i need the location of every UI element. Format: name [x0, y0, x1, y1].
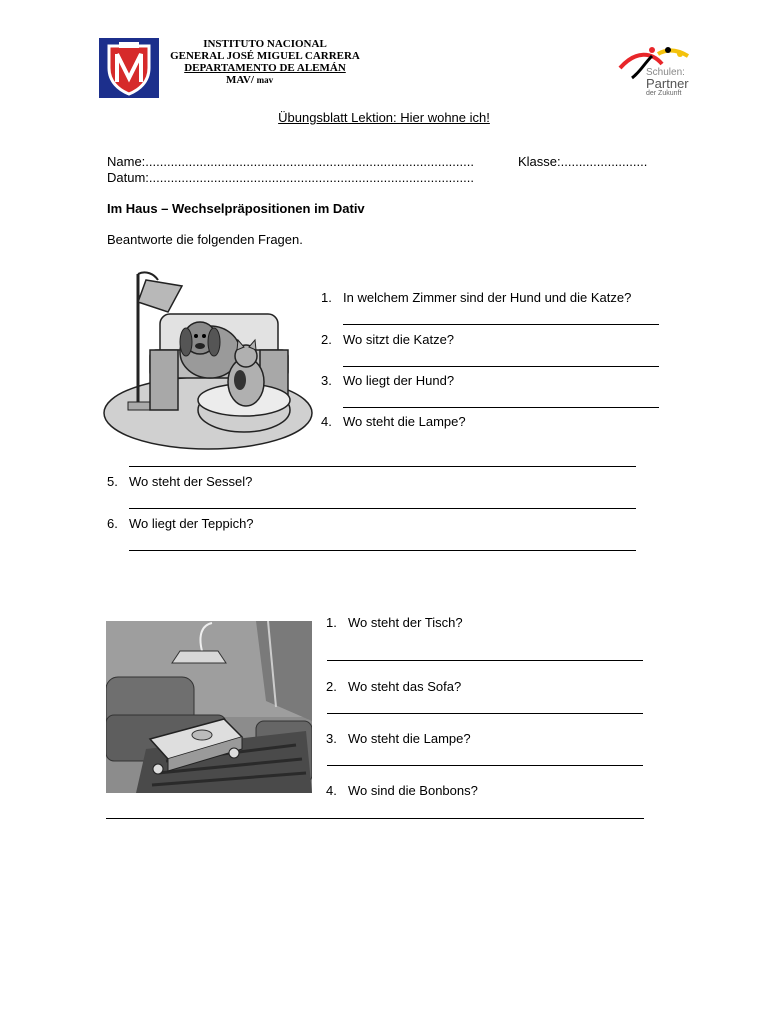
section-heading: Im Haus – Wechselpräpositionen im Dativ — [107, 201, 365, 216]
mav-label: MAV/ mav — [226, 74, 274, 86]
block2-answer-line-3[interactable] — [327, 765, 643, 766]
school-name-line1: INSTITUTO NACIONAL — [203, 38, 327, 50]
department-name: DEPARTAMENTO DE ALEMÁN — [184, 62, 346, 74]
block1-question-1: 1. In welchem Zimmer sind der Hund und die Katze? — [321, 290, 632, 305]
block1-answer-line-2[interactable] — [343, 366, 659, 367]
block1-answer-line-3[interactable] — [343, 407, 659, 408]
living-room-table-sofa-illustration — [106, 621, 312, 793]
instruction-text: Beantworte die folgenden Fragen. — [107, 232, 303, 247]
block1-question-2: 2. Wo sitzt die Katze? — [321, 332, 455, 347]
school-name-line2: GENERAL JOSÉ MIGUEL CARRERA — [170, 50, 360, 62]
living-room-cat-dog-illustration — [102, 268, 314, 452]
block2-answer-line-1[interactable] — [327, 660, 643, 661]
block1-question-4: 4. Wo steht die Lampe? — [321, 414, 466, 429]
klasse-field-label: Klasse:........................ — [518, 154, 648, 169]
partner-logo-line2: Partner — [646, 76, 689, 91]
school-crest-logo — [99, 38, 159, 98]
partner-logo-line1: Schulen: — [646, 67, 685, 78]
block2-answer-line-2[interactable] — [327, 713, 643, 714]
block2-question-2: 2. Wo steht das Sofa? — [326, 679, 462, 694]
block1-question-5: 5. Wo steht der Sessel? — [107, 474, 253, 489]
block2-answer-line-4[interactable] — [106, 818, 644, 819]
name-field-label: Name:........................................................................................... — [107, 154, 474, 169]
datum-field-label: Datum:.......................................................................................... — [107, 170, 474, 185]
block2-question-3: 3. Wo steht die Lampe? — [326, 731, 471, 746]
block1-answer-line-6[interactable] — [129, 550, 636, 551]
schulen-partner-logo — [618, 42, 694, 100]
block1-answer-line-5[interactable] — [129, 508, 636, 509]
block2-question-1: 1. Wo steht der Tisch? — [326, 615, 463, 630]
partner-logo-line3: der Zukunft — [646, 90, 682, 97]
block2-question-4: 4. Wo sind die Bonbons? — [326, 783, 478, 798]
block1-question-3: 3. Wo liegt der Hund? — [321, 373, 455, 388]
block1-question-6: 6. Wo liegt der Teppich? — [107, 516, 254, 531]
block1-answer-line-4[interactable] — [129, 466, 636, 467]
block1-answer-line-1[interactable] — [343, 324, 659, 325]
worksheet-title: Übungsblatt Lektion: Hier wohne ich! — [278, 110, 490, 125]
